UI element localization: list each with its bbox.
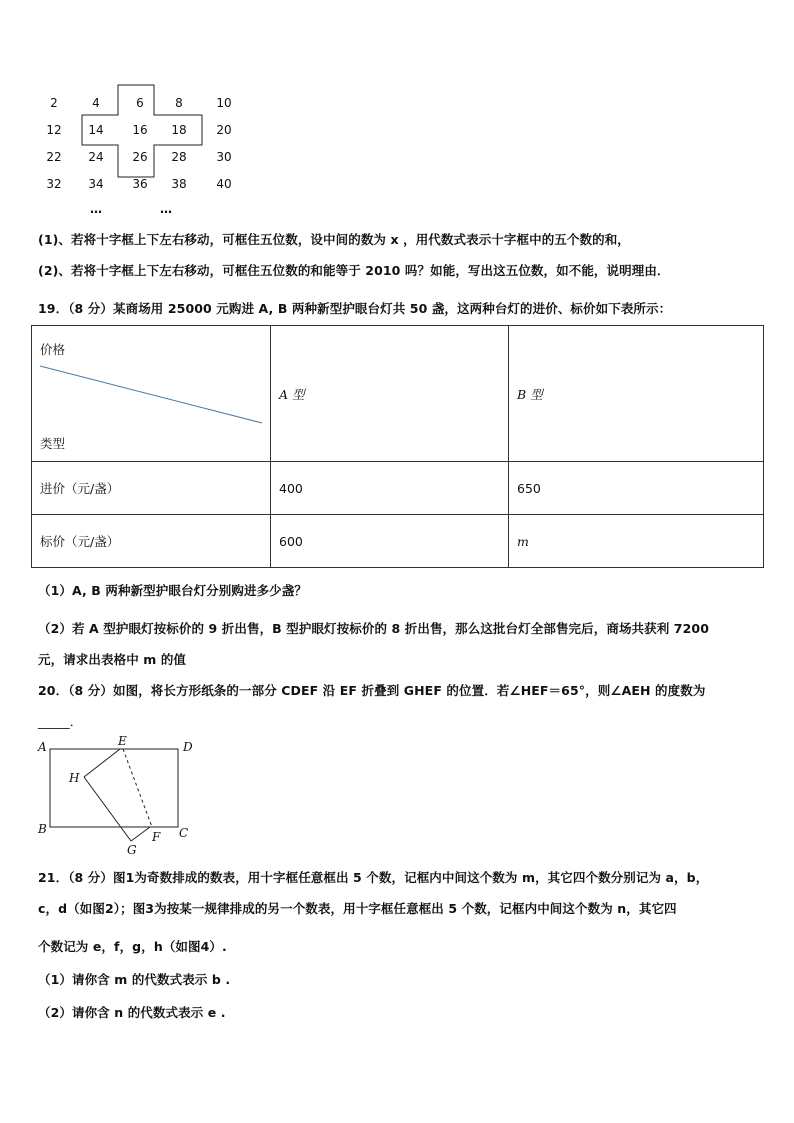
grid-cell: 28 [171,150,187,164]
row-list-a: 600 [271,515,509,568]
q19-part2-line2: 元，请求出表格中 m 的值 [38,652,187,667]
grid-cell: 20 [216,123,232,137]
grid-cell: 40 [216,177,232,191]
q19-part2-line1: （2）若 A 型护眼灯按标价的 9 折出售，B 型护眼灯按标价的 8 折出售，那么这批台灯全部售完后，商场共获利 7200 [38,621,710,636]
label-G: G [127,843,137,857]
q19-part1: （1）A, B 两种新型护眼台灯分别购进多少盏？ [38,583,307,598]
label-E: E [118,734,127,748]
label-B: B [38,822,47,836]
label-C: C [179,826,189,840]
grid-cell: 16 [132,123,148,137]
grid-cell: 24 [88,150,104,164]
q21-part2: （2）请你含 n 的代数式表示 e . [38,1005,226,1020]
grid-cell: 10 [216,96,232,110]
header-b [509,326,764,462]
row-list-b: m [509,515,764,568]
grid-cell: 2 [50,96,58,110]
label-A: A [38,740,47,754]
grid-cell: 14 [88,123,104,137]
label-H: H [69,771,80,785]
row-purchase-a: 400 [271,462,509,515]
grid-cell: 34 [88,177,104,191]
header-a-label: A 型 [279,386,305,402]
grid-cell: 36 [132,177,148,191]
row-list-label: 标价（元/盏） [32,515,271,568]
grid-cell: 22 [46,150,62,164]
q21-line3: 个数记为 e，f，g，h（如图4）. [38,939,227,954]
corner-bottom-label: 类型 [40,436,66,451]
row-purchase-label: 进价（元/盏） [32,462,271,515]
q21-line1: 21．（8 分）图1为奇数排成的数表，用十字框任意框出 5 个数，记框内中间这个数为 m，其它四个数分别记为 a，b， [38,870,709,885]
corner-top-label: 价格 [40,342,66,357]
grid-cell: 18 [171,123,187,137]
grid-ellipsis-left: … [90,202,102,216]
header-b-label: B 型 [517,386,543,402]
grid-cell: 30 [216,150,232,164]
row-purchase-b: 650 [509,462,764,515]
q20-stem: 20．（8 分）如图，将长方形纸条的一部分 CDEF 沿 EF 折叠到 GHEF 的位置．若∠HEF＝65°，则∠AEH 的度数为 [38,683,706,698]
label-D: D [183,740,193,754]
grid-cell: 6 [136,96,144,110]
q19-stem: 19．（8 分）某商场用 25000 元购进 A, B 两种新型护眼台灯共 50 盏，这两种台灯的进价、标价如下表所示： [38,301,672,316]
grid-ellipsis-right: … [160,202,172,216]
label-F: F [152,830,161,844]
grid-cell: 32 [46,177,62,191]
q18-part2: (2)、若将十字框上下左右移动，可框住五位数的和能等于 2010 吗？如能，写出这五位数，如不能，说明理由． [38,263,670,278]
grid-cell: 4 [92,96,100,110]
q21-line2: c，d（如图2）；图3为按某一规律排成的另一个数表，用十字框任意框出 5 个数，记框内中间这个数为 n，其它四 [38,901,677,916]
grid-cell: 12 [46,123,62,137]
q20-answer-blank: _____． [38,714,83,729]
grid-cell: 8 [175,96,183,110]
grid-cell: 26 [132,150,148,164]
q18-part1: (1)、若将十字框上下左右移动，可框住五位数，设中间的数为 x ，用代数式表示十字框中的五个数的和， [38,232,630,247]
grid-cell: 38 [171,177,187,191]
header-a [271,326,509,462]
q21-part1: （1）请你含 m 的代数式表示 b . [38,972,231,987]
